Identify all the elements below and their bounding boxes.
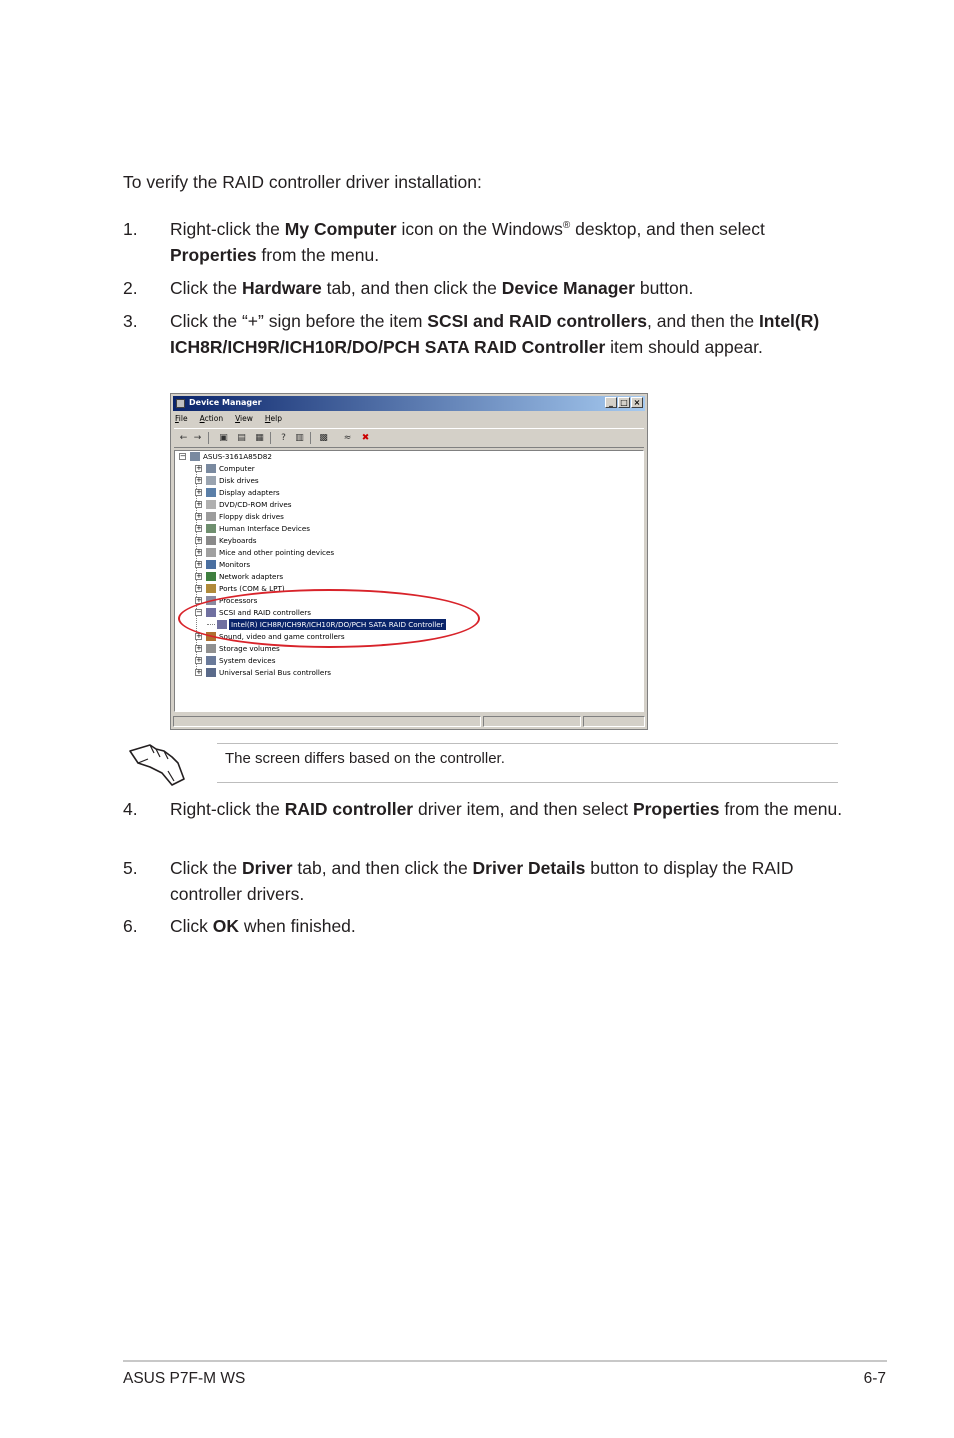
tree-item-label: DVD/CD-ROM drives (219, 500, 292, 509)
footer-product: ASUS P7F-M WS (123, 1370, 246, 1387)
update-driver-icon[interactable]: ≈ (343, 433, 352, 443)
tree-item-label: Mice and other pointing devices (219, 548, 335, 557)
step-text: Click the Driver tab, and then click the Driver Details button to display the RAID controller drivers. (170, 858, 794, 904)
device-category-icon (206, 488, 216, 497)
step-6 (123, 913, 843, 939)
list-icon[interactable]: ▥ (295, 433, 304, 443)
maximize-button[interactable]: □ (618, 397, 630, 408)
step-text: Click the Hardware tab, and then click the Device Manager button. (170, 278, 694, 298)
tree-item-label: Floppy disk drives (219, 512, 284, 521)
footer-rule (123, 1360, 887, 1362)
menu-help[interactable]: Help (264, 414, 282, 423)
expand-icon[interactable]: + (196, 632, 202, 640)
tree-item-label: Computer (219, 464, 255, 473)
highlight-ellipse (178, 589, 480, 648)
expand-icon[interactable]: + (196, 668, 202, 676)
menu-bar (175, 414, 282, 426)
step-number: 5. (123, 858, 138, 878)
collapse-icon[interactable]: − (196, 608, 202, 616)
device-category-icon (206, 476, 216, 485)
expand-icon[interactable]: + (196, 644, 202, 652)
footer-page-number: 6-7 (863, 1370, 886, 1387)
step-3 (123, 308, 843, 360)
tree-item-label: Disk drives (219, 476, 259, 485)
note-hand-icon (128, 741, 186, 787)
expand-icon[interactable]: + (196, 548, 202, 556)
expand-icon[interactable]: + (196, 560, 202, 568)
expand-icon[interactable]: + (196, 476, 202, 484)
device-manager-icon (176, 399, 185, 408)
back-arrow-icon[interactable]: ← (179, 433, 188, 443)
expand-icon[interactable]: + (196, 596, 202, 604)
expand-icon[interactable]: + (196, 488, 202, 496)
tree-item-label: Keyboards (219, 536, 257, 545)
step-number: 4. (123, 799, 138, 819)
uninstall-icon[interactable]: ✖ (361, 433, 370, 443)
scan-hardware-icon[interactable]: ▩ (319, 433, 328, 443)
device-manager-window (170, 393, 648, 730)
window-title: Device Manager (189, 398, 262, 407)
tree-item-label: Universal Serial Bus controllers (219, 668, 332, 677)
note-bottom-rule (217, 782, 838, 783)
menu-action[interactable]: Action (199, 414, 224, 423)
minimize-button[interactable]: _ (605, 397, 617, 408)
expand-icon[interactable]: + (196, 584, 202, 592)
step-number: 1. (123, 219, 138, 239)
collapse-icon: − (180, 452, 186, 460)
print-icon[interactable]: ▦ (255, 433, 264, 443)
device-tree: − ASUS-3161A85D82 + Computer + Disk drives + Display adapters + DVD/CD-ROM drives + Floppy disk drives + Human Interface Devices + Keyboards + Mice and other pointing devices + Monitors + Network adapters + Ports (COM & LPT) + Processors − SCSI and RAID controllers Intel(R) ICH8R/ICH9R/ICH10R/DO/PCH SATA RAID Controller + Sound, video and game controllers + Storage volumes + System devices + Universal Serial Bus controllers (174, 450, 644, 712)
step-text: Right-click the RAID controller driver item, and then select Properties from the menu. (170, 799, 843, 819)
device-category-icon (206, 536, 216, 545)
intro-text: To verify the RAID controller driver installation: (123, 172, 482, 192)
step-text: Click the “+” sign before the item SCSI and RAID controllers, and then the Intel(R) ICH8R/ICH9R/ICH10R/DO/PCH SATA RAID Controller item should appear. (170, 311, 820, 357)
device-category-icon (206, 560, 216, 569)
computer-icon (190, 452, 200, 461)
device-category-icon (206, 572, 216, 581)
step-4 (123, 796, 843, 822)
step-number: 2. (123, 278, 138, 298)
step-1 (123, 216, 843, 268)
close-button[interactable]: × (631, 397, 643, 408)
tree-item-label: System devices (219, 656, 276, 665)
expand-icon[interactable]: + (196, 512, 202, 520)
note-top-rule (217, 743, 838, 744)
expand-icon[interactable]: + (196, 656, 202, 664)
menu-view[interactable]: View (235, 414, 253, 423)
device-category-icon (206, 524, 216, 533)
step-text: Click OK when finished. (170, 916, 356, 936)
tree-item-label: Sound, video and game controllers (219, 632, 345, 641)
step-number: 6. (123, 916, 138, 936)
device-category-icon (206, 644, 216, 653)
menu-file[interactable]: File (175, 414, 188, 423)
tree-item-label: Display adapters (219, 488, 280, 497)
device-category-icon (206, 512, 216, 521)
tree-item-label: Human Interface Devices (219, 524, 310, 533)
raid-controller-label: Intel(R) ICH8R/ICH9R/ICH10R/DO/PCH SATA RAID Controller (231, 620, 444, 629)
device-category-icon (206, 548, 216, 557)
step-number: 3. (123, 311, 138, 331)
status-bar (173, 716, 645, 727)
tree-item-label: Storage volumes (219, 644, 280, 653)
device-category-icon (206, 584, 216, 593)
title-bar (173, 396, 645, 411)
forward-arrow-icon[interactable]: → (193, 433, 202, 443)
tree-item-label: SCSI and RAID controllers (219, 608, 311, 617)
device-category-icon (206, 500, 216, 509)
step-5 (123, 855, 843, 907)
expand-icon[interactable]: + (196, 500, 202, 508)
tree-item-label: Monitors (219, 560, 251, 569)
step-text: Right-click the My Computer icon on the Windows® desktop, and then select Properties from the menu. (170, 219, 765, 265)
properties-icon[interactable]: ▤ (237, 433, 246, 443)
expand-icon[interactable]: + (196, 464, 202, 472)
tree-item-label: Network adapters (219, 572, 284, 581)
toolbar (174, 428, 644, 448)
tree-item-label: Processors (219, 596, 258, 605)
note-text: The screen differs based on the controller. (225, 750, 505, 767)
device-category-icon (206, 668, 216, 677)
expand-icon[interactable]: + (196, 536, 202, 544)
expand-icon[interactable]: + (196, 572, 202, 580)
step-2 (123, 275, 843, 301)
expand-icon[interactable]: + (196, 524, 202, 532)
console-tree-icon[interactable]: ▣ (219, 433, 228, 443)
tree-item-label: Ports (COM & LPT) (219, 584, 285, 593)
device-category-icon (206, 464, 216, 473)
help-icon[interactable]: ? (281, 433, 286, 443)
device-category-icon (206, 656, 216, 665)
